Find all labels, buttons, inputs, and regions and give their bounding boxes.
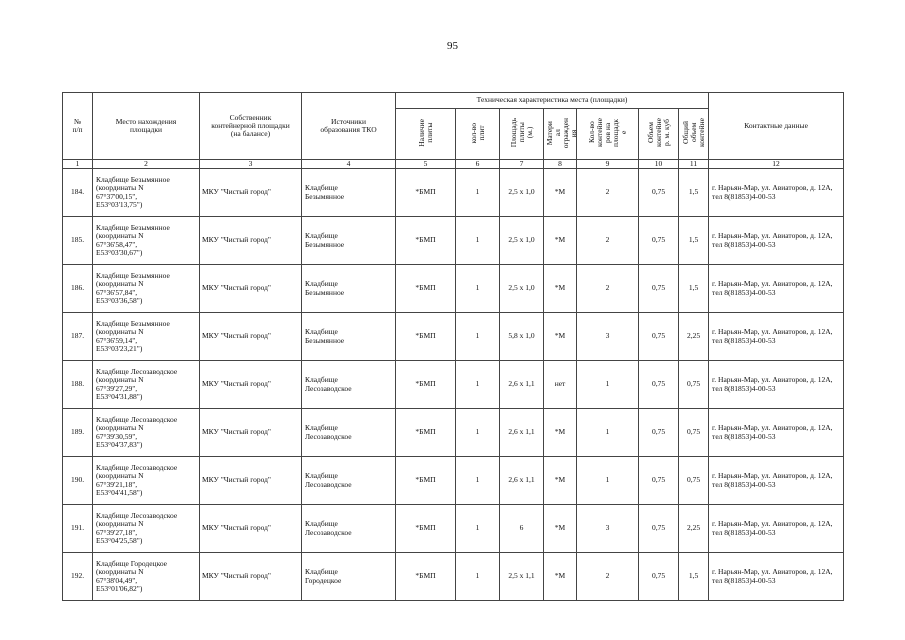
cell-total-volume: 0,75	[679, 409, 709, 457]
cell-num: 184.	[63, 169, 93, 217]
cell-num: 187.	[63, 313, 93, 361]
cell-owner: МКУ "Чистый город"	[200, 169, 302, 217]
cell-plate-count: 1	[456, 409, 500, 457]
cell-place: Кладбище Безымянное (координаты N 67°36'57,84", E53°03'36,58")	[93, 265, 200, 313]
header-source: Источники образования ТКО	[302, 93, 396, 160]
column-number: 3	[200, 160, 302, 169]
cell-plates: *БМП	[396, 553, 456, 601]
cell-area: 2,5 х 1,0	[500, 265, 544, 313]
cell-plates: *БМП	[396, 169, 456, 217]
cell-total-volume: 2,25	[679, 313, 709, 361]
cell-place: Кладбище Городецкое (координаты N 67°38'04,49", E53°01'06,82")	[93, 553, 200, 601]
cell-area: 6	[500, 505, 544, 553]
cell-plate-count: 1	[456, 361, 500, 409]
cell-owner: МКУ "Чистый город"	[200, 265, 302, 313]
cell-plate-count: 1	[456, 313, 500, 361]
cell-volume: 0,75	[639, 361, 679, 409]
cell-total-volume: 1,5	[679, 169, 709, 217]
column-number: 7	[500, 160, 544, 169]
cell-plate-count: 1	[456, 457, 500, 505]
cell-source: Кладбище Безымянное	[302, 169, 396, 217]
header-num: № п/п	[63, 93, 93, 160]
table-row	[63, 265, 844, 313]
cell-num: 191.	[63, 505, 93, 553]
column-number: 5	[396, 160, 456, 169]
cell-area: 2,6 х 1,1	[500, 409, 544, 457]
cell-fence: *М	[544, 553, 577, 601]
cell-volume: 0,75	[639, 265, 679, 313]
cell-contacts: г. Нарьян-Мар, ул. Авиаторов, д. 12А, тел 8(81853)4-00-53	[709, 169, 844, 217]
cell-owner: МКУ "Чистый город"	[200, 409, 302, 457]
header-containers: Кол-во контейне ров на площадк е	[577, 109, 639, 160]
column-number: 12	[709, 160, 844, 169]
cell-place: Кладбище Безымянное (координаты N 67°36'58,47", E53°03'30,67")	[93, 217, 200, 265]
cell-total-volume: 0,75	[679, 361, 709, 409]
cell-volume: 0,75	[639, 169, 679, 217]
cell-place: Кладбище Лесозаводское (координаты N 67°39'21,18", E53°04'41,58")	[93, 457, 200, 505]
column-number: 8	[544, 160, 577, 169]
cell-plate-count: 1	[456, 505, 500, 553]
table-row	[63, 553, 844, 601]
cell-num: 190.	[63, 457, 93, 505]
header-owner: Собственник контейнерной площадки (на балансе)	[200, 93, 302, 160]
cell-contacts: г. Нарьян-Мар, ул. Авиаторов, д. 12А, тел 8(81853)4-00-53	[709, 313, 844, 361]
cell-plate-count: 1	[456, 217, 500, 265]
cell-place: Кладбище Лесозаводское (координаты N 67°39'27,18", E53°04'25,58")	[93, 505, 200, 553]
cell-containers: 2	[577, 553, 639, 601]
cell-containers: 2	[577, 169, 639, 217]
cell-fence: *М	[544, 217, 577, 265]
cell-plate-count: 1	[456, 265, 500, 313]
header-fence: Матери ал огражден ия	[544, 109, 577, 160]
cell-source: Кладбище Безымянное	[302, 313, 396, 361]
column-number: 4	[302, 160, 396, 169]
cell-fence: *М	[544, 169, 577, 217]
cell-total-volume: 0,75	[679, 457, 709, 505]
column-number: 9	[577, 160, 639, 169]
cell-area: 2,6 х 1,1	[500, 457, 544, 505]
cell-plates: *БМП	[396, 265, 456, 313]
cell-total-volume: 1,5	[679, 217, 709, 265]
column-number: 2	[93, 160, 200, 169]
cell-area: 2,5 х 1,1	[500, 553, 544, 601]
cell-area: 2,5 х 1,0	[500, 169, 544, 217]
header-area: Площадь плиты (м.)	[500, 109, 544, 160]
cell-containers: 3	[577, 505, 639, 553]
header-plate-count: кол-во плит	[456, 109, 500, 160]
cell-containers: 1	[577, 409, 639, 457]
header-volume: Объем контейне р. м. куб	[639, 109, 679, 160]
cell-containers: 2	[577, 217, 639, 265]
cell-fence: *М	[544, 409, 577, 457]
cell-source: Кладбище Безымянное	[302, 265, 396, 313]
cell-num: 186.	[63, 265, 93, 313]
column-number: 1	[63, 160, 93, 169]
column-number: 10	[639, 160, 679, 169]
cell-plates: *БМП	[396, 457, 456, 505]
cell-area: 2,6 х 1,1	[500, 361, 544, 409]
table-row	[63, 361, 844, 409]
cell-num: 185.	[63, 217, 93, 265]
table-row	[63, 409, 844, 457]
cell-containers: 2	[577, 265, 639, 313]
header-contacts: Контактные данные	[709, 93, 844, 160]
header-total-volume: Общий объем контейне	[679, 109, 709, 160]
cell-source: Кладбище Безымянное	[302, 217, 396, 265]
cell-contacts: г. Нарьян-Мар, ул. Авиаторов, д. 12А, тел 8(81853)4-00-53	[709, 265, 844, 313]
cell-volume: 0,75	[639, 553, 679, 601]
cell-contacts: г. Нарьян-Мар, ул. Авиаторов, д. 12А, тел 8(81853)4-00-53	[709, 409, 844, 457]
cell-contacts: г. Нарьян-Мар, ул. Авиаторов, д. 12А, тел 8(81853)4-00-53	[709, 457, 844, 505]
cell-containers: 3	[577, 313, 639, 361]
cell-place: Кладбище Безымянное (координаты N 67°36'59,14", E53°03'23,21")	[93, 313, 200, 361]
cell-containers: 1	[577, 361, 639, 409]
cell-owner: МКУ "Чистый город"	[200, 553, 302, 601]
cell-contacts: г. Нарьян-Мар, ул. Авиаторов, д. 12А, тел 8(81853)4-00-53	[709, 505, 844, 553]
cell-contacts: г. Нарьян-Мар, ул. Авиаторов, д. 12А, тел 8(81853)4-00-53	[709, 361, 844, 409]
cell-fence: нет	[544, 361, 577, 409]
cell-plates: *БМП	[396, 361, 456, 409]
table-row	[63, 169, 844, 217]
table-row	[63, 505, 844, 553]
container-sites-table	[62, 92, 844, 601]
column-number: 11	[679, 160, 709, 169]
cell-owner: МКУ "Чистый город"	[200, 457, 302, 505]
cell-plates: *БМП	[396, 409, 456, 457]
cell-place: Кладбище Безымянное (координаты N 67°37'00,15", E53°03'13,75")	[93, 169, 200, 217]
header-tech-group: Техническая характеристика места (площадки)	[396, 93, 709, 109]
cell-total-volume: 2,25	[679, 505, 709, 553]
table-row	[63, 217, 844, 265]
cell-num: 192.	[63, 553, 93, 601]
cell-containers: 1	[577, 457, 639, 505]
cell-plate-count: 1	[456, 169, 500, 217]
cell-num: 189.	[63, 409, 93, 457]
cell-fence: *М	[544, 265, 577, 313]
header-place: Место нахождения площадки	[93, 93, 200, 160]
cell-owner: МКУ "Чистый город"	[200, 313, 302, 361]
cell-fence: *М	[544, 457, 577, 505]
cell-owner: МКУ "Чистый город"	[200, 361, 302, 409]
cell-area: 5,8 х 1,0	[500, 313, 544, 361]
cell-place: Кладбище Лесозаводское (координаты N 67°39'30,59", E53°04'37,83")	[93, 409, 200, 457]
cell-fence: *М	[544, 313, 577, 361]
column-number: 6	[456, 160, 500, 169]
cell-source: Кладбище Лесозаводское	[302, 505, 396, 553]
cell-owner: МКУ "Чистый город"	[200, 217, 302, 265]
table-body	[63, 169, 844, 601]
page-number: 95	[447, 40, 458, 52]
cell-total-volume: 1,5	[679, 553, 709, 601]
cell-contacts: г. Нарьян-Мар, ул. Авиаторов, д. 12А, тел 8(81853)4-00-53	[709, 553, 844, 601]
cell-source: Кладбище Лесозаводское	[302, 457, 396, 505]
header-plates: Наличие плиты	[396, 109, 456, 160]
cell-volume: 0,75	[639, 457, 679, 505]
cell-owner: МКУ "Чистый город"	[200, 505, 302, 553]
cell-source: Кладбище Лесозаводское	[302, 361, 396, 409]
cell-total-volume: 1,5	[679, 265, 709, 313]
cell-plates: *БМП	[396, 313, 456, 361]
cell-volume: 0,75	[639, 313, 679, 361]
cell-fence: *М	[544, 505, 577, 553]
cell-area: 2,5 х 1,0	[500, 217, 544, 265]
cell-num: 188.	[63, 361, 93, 409]
column-number-row	[63, 160, 844, 169]
cell-volume: 0,75	[639, 217, 679, 265]
cell-source: Кладбище Лесозаводское	[302, 409, 396, 457]
cell-place: Кладбище Лесозаводское (координаты N 67°39'27,29", E53°04'31,88")	[93, 361, 200, 409]
cell-source: Кладбище Городецкое	[302, 553, 396, 601]
table-row	[63, 457, 844, 505]
cell-plates: *БМП	[396, 505, 456, 553]
cell-volume: 0,75	[639, 505, 679, 553]
cell-plates: *БМП	[396, 217, 456, 265]
cell-contacts: г. Нарьян-Мар, ул. Авиаторов, д. 12А, тел 8(81853)4-00-53	[709, 217, 844, 265]
cell-plate-count: 1	[456, 553, 500, 601]
table-row	[63, 313, 844, 361]
cell-volume: 0,75	[639, 409, 679, 457]
